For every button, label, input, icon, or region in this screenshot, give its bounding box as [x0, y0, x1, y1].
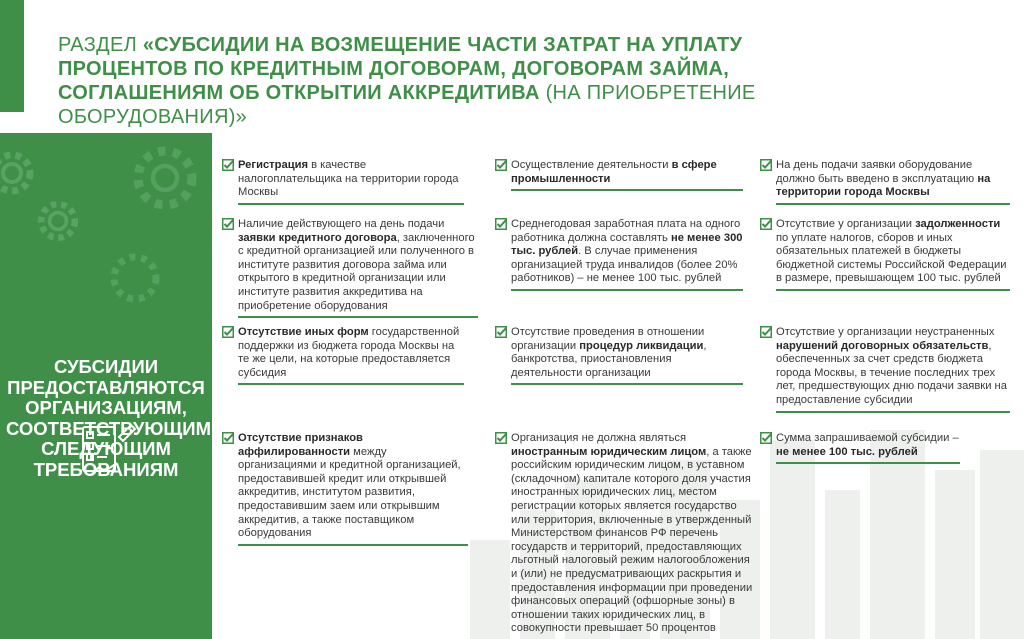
divider-line — [511, 383, 743, 385]
requirement-regular-text: На день подачи заявки оборудование должно быть введено в эксплуатацию — [776, 159, 978, 185]
checkbox-check-icon — [760, 218, 772, 230]
requirement-regular-text: Среднегодовая заработная плата на одного работника должна составлять — [511, 218, 741, 244]
requirement-regular-text: в качестве налогоплательщика на территории города Москвы — [238, 159, 459, 199]
requirement-item — [495, 432, 757, 636]
requirement-bold-text: иностранным юридическим лицом — [511, 445, 707, 458]
requirement-regular-text: Осуществление деятельности — [511, 159, 672, 171]
requirement-regular-text: Организация не должна являться — [511, 432, 687, 444]
requirement-text — [511, 159, 743, 186]
requirement-bold-text: на территории города Москвы — [776, 172, 991, 199]
requirement-item — [495, 218, 743, 286]
title-bold: «СУБСИДИИ НА ВОЗМЕЩЕНИЕ ЧАСТИ ЗАТРАТ НА УПЛАТУ ПРОЦЕНТОВ ПО КРЕДИТНЫМ ДОГОВОРАМ, ДОГОВОРАМ ЗАЙМА, СОГЛАШЕНИЯМ ОБ ОТКРЫТИИ АККРЕДИТИВА — [58, 34, 743, 104]
divider-line — [776, 203, 1010, 205]
requirement-text — [776, 159, 1010, 200]
sidebar-heading: СУБСИДИИ ПРЕДОСТАВЛЯЮТСЯ ОРГАНИЗАЦИЯМ, СООТВЕТСТВУЮЩИМ СЛЕДУЮЩИМ ТРЕБОВАНИЯМ — [6, 356, 211, 480]
requirement-regular-text: . В случае применения организацией труда инвалидов (более 20% работников) – не менее 100 тыс. рублей — [511, 245, 738, 285]
requirement-regular-text: Отсутствие у организации неустраненных — [776, 326, 995, 338]
requirement-text — [238, 432, 468, 541]
sidebar-panel — [0, 133, 212, 639]
divider-line — [511, 289, 743, 291]
requirement-text — [776, 326, 1010, 408]
requirement-item — [495, 159, 743, 186]
requirement-text — [238, 218, 478, 313]
checkbox-check-icon — [760, 159, 772, 171]
requirement-bold-text: в сфере промышленности — [511, 159, 717, 185]
requirement-bold-text: нарушений договорных обязательств — [776, 339, 989, 352]
checkbox-check-icon — [222, 326, 234, 338]
requirement-bold-text: Регистрация — [238, 159, 308, 171]
requirement-bold-text: Отсутствие признаков аффилированности — [238, 432, 363, 458]
checkbox-check-icon — [222, 159, 234, 171]
gear-icon — [100, 243, 170, 313]
requirement-text — [511, 218, 743, 286]
requirement-regular-text: между организациями и кредитной организацией, предоставившей кредит или открывшей аккредитив, институтом развития, предоставившим заем или открывшим аккредитив, а также поставщиком оборудования — [238, 445, 461, 540]
checkbox-check-icon — [222, 218, 234, 230]
divider-line — [776, 289, 1010, 291]
title-prefix: РАЗДЕЛ — [58, 34, 143, 56]
requirement-text — [238, 159, 464, 200]
requirement-item — [222, 159, 464, 200]
requirement-regular-text: , обеспеченных за счет средств бюджета города Москвы, в течение последних трех лет, предшествующих дню подачи заявки на предоставление субсидии — [776, 339, 1007, 406]
gear-icon — [120, 133, 210, 223]
checkbox-check-icon — [495, 159, 507, 171]
page-title — [58, 33, 818, 129]
requirement-item — [222, 326, 464, 380]
requirement-bold-text: задолженности — [915, 218, 1001, 230]
divider-line — [511, 189, 743, 191]
requirement-text — [511, 432, 757, 636]
requirement-item — [760, 432, 960, 459]
divider-line — [238, 316, 478, 318]
divider-line — [776, 462, 960, 464]
requirement-text — [511, 326, 743, 380]
requirement-item — [760, 159, 1010, 200]
requirement-regular-text: , банкротства, приостановления деятельности организации — [511, 339, 707, 379]
divider-line — [238, 203, 464, 205]
requirement-regular-text: государственной поддержки из бюджета города Москвы на те же цели, на которые предоставляется субсидия — [238, 326, 460, 379]
checkbox-check-icon — [495, 218, 507, 230]
checkbox-check-icon — [760, 326, 772, 338]
requirement-item — [760, 326, 1010, 408]
requirement-bold-text: Отсутствие иных форм — [238, 326, 369, 338]
requirement-text — [776, 218, 1010, 286]
requirement-item — [222, 432, 468, 541]
requirement-regular-text: по уплате налогов, сборов и иных обязательных платежей в бюджеты бюджетной системы Российской Федерации в размере, превышающем 100 тыс. рублей — [776, 231, 1007, 285]
requirement-bold-text: не менее 300 тыс. рублей — [511, 231, 743, 258]
requirement-regular-text: Отсутствие у организации — [776, 218, 916, 230]
requirement-bold-text: не менее 100 тыс. рублей — [776, 445, 918, 458]
requirement-item — [222, 218, 478, 313]
requirement-regular-text: Отсутствие проведения в отношении организации — [511, 326, 705, 352]
requirement-bold-text: процедур ликвидации — [579, 339, 704, 352]
divider-line — [238, 544, 468, 546]
requirement-text — [776, 432, 960, 459]
requirement-regular-text: Сумма запрашиваемой субсидии – — [776, 432, 959, 444]
requirement-item — [495, 326, 743, 380]
checkbox-check-icon — [495, 326, 507, 338]
checkbox-check-icon — [495, 432, 507, 444]
top-accent-bar — [0, 0, 24, 112]
gear-icon — [30, 193, 86, 249]
requirement-text — [238, 326, 464, 380]
requirement-regular-text: , а также российским юридическим лицом, в уставном (складочном) капитале которого доля участия иностранных юридических лиц, местом регистрации которых является государство или территория, включенные в утвержденный Министерством финансов РФ перечень государств и территорий, предоставляющих льготный налоговый режим налогообложения и (или) не предусматривающих раскрытия и предоставления информации при проведении финансовых операций (офшорные зоны) в отношении таких юридических лиц, в совокупности превышает 50 процентов — [511, 445, 753, 635]
requirement-bold-text: заявки кредитного договора — [238, 231, 397, 244]
checkbox-check-icon — [760, 432, 772, 444]
title-suffix: (НА ПРИОБРЕТЕНИЕ ОБОРУДОВАНИЯ)» — [58, 82, 756, 128]
checkbox-check-icon — [222, 432, 234, 444]
requirement-regular-text: Наличие действующего на день подачи — [238, 218, 445, 230]
requirement-regular-text: , заключенного с кредитной организацией или полученного в институте развития договора займа или открытого в кредитной организации или институте развития аккредитива на приобретение оборудования — [238, 231, 475, 312]
divider-line — [776, 411, 1010, 413]
requirement-item — [760, 218, 1010, 286]
divider-line — [238, 383, 464, 385]
